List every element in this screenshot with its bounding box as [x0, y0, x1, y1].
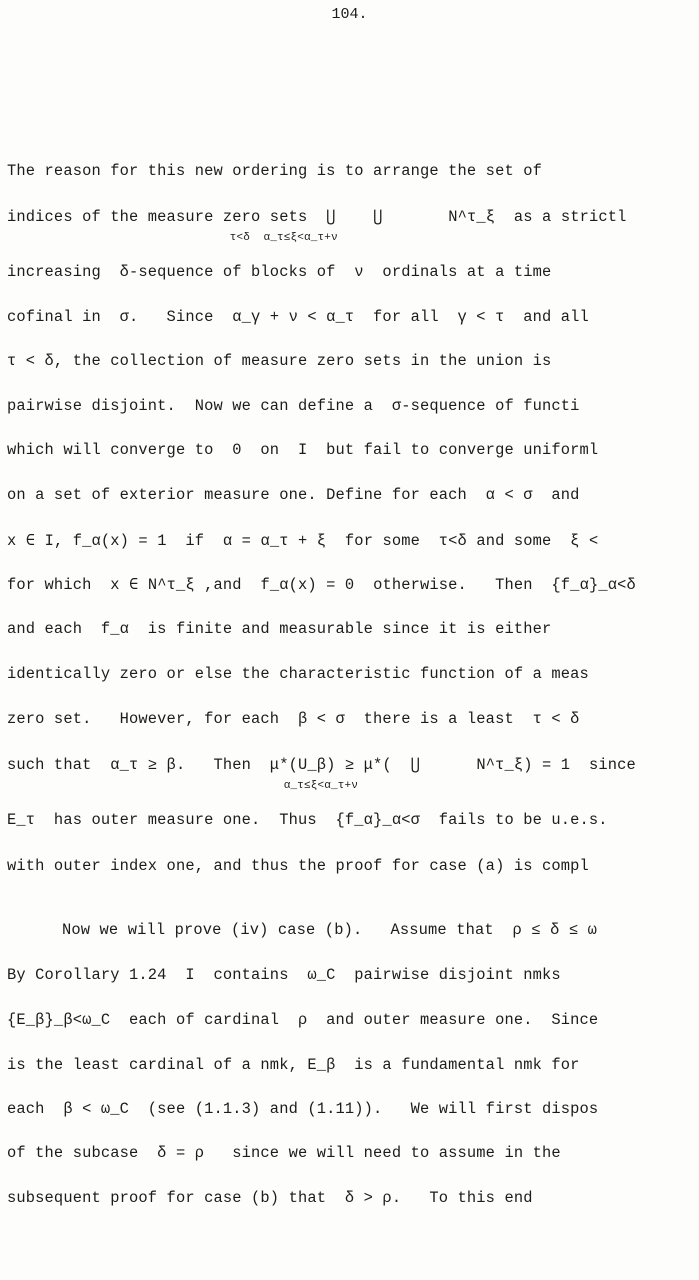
text-line: x ∈ I, f_α(x) = 1 if α = α_τ + ξ for some τ<δ and some ξ <	[7, 532, 599, 550]
text-line: τ < δ, the collection of measure zero sets in the union is	[7, 352, 552, 370]
text-line: on a set of exterior measure one. Define for each α < σ and	[7, 486, 580, 504]
text-line: pairwise disjoint. Now we can define a σ-sequence of functi	[7, 397, 580, 415]
text-line: The reason for this new ordering is to arrange the set of	[7, 162, 542, 180]
text-line: and each f_α is finite and measurable since it is either	[7, 620, 552, 638]
text-line: with outer index one, and thus the proof for case (a) is compl	[7, 857, 589, 875]
text-line: zero set. However, for each β < σ there is a least τ < δ	[7, 710, 580, 728]
text-line: E_τ has outer measure one. Thus {f_α}_α<σ fails to be u.e.s.	[7, 811, 608, 829]
text-line: By Corollary 1.24 I contains ω_C pairwise disjoint nmks	[7, 966, 561, 984]
text-line: is the least cardinal of a nmk, E_β is a fundamental nmk for	[7, 1056, 580, 1074]
text-line: subsequent proof for case (b) that δ > ρ. To this end	[7, 1189, 533, 1207]
page-number: 104.	[331, 6, 368, 23]
text-line: for which x ∈ N^τ_ξ ,and f_α(x) = 0 otherwise. Then {f_α}_α<δ	[7, 576, 636, 594]
text-line: identically zero or else the characteristic function of a meas	[7, 665, 589, 683]
text-line: of the subcase δ = ρ since we will need to assume in the	[7, 1144, 561, 1162]
text-line: cofinal in σ. Since α_γ + ν < α_τ for all γ < τ and all	[7, 308, 589, 326]
text-line: Now we will prove (iv) case (b). Assume that ρ ≤ δ ≤ ω	[62, 921, 597, 939]
text-line: indices of the measure zero sets ⋃ ⋃ N^τ_ξ as a strictl	[7, 208, 627, 226]
text-line: each β < ω_C (see (1.1.3) and (1.11)). We will first dispos	[7, 1100, 599, 1118]
text-line-subscript: τ<δ α_τ≤ξ<α_τ+ν	[7, 232, 338, 244]
text-line: which will converge to 0 on I but fail to converge uniforml	[7, 441, 599, 459]
text-line: such that α_τ ≥ β. Then μ*(U_β) ≥ μ*( ⋃ N^τ_ξ) = 1 since	[7, 756, 636, 774]
text-line-subscript: α_τ≤ξ<α_τ+ν	[7, 780, 359, 792]
text-line: increasing δ-sequence of blocks of ν ordinals at a time	[7, 263, 552, 281]
text-line: {E_β}_β<ω_C each of cardinal ρ and outer measure one. Since	[7, 1011, 599, 1029]
